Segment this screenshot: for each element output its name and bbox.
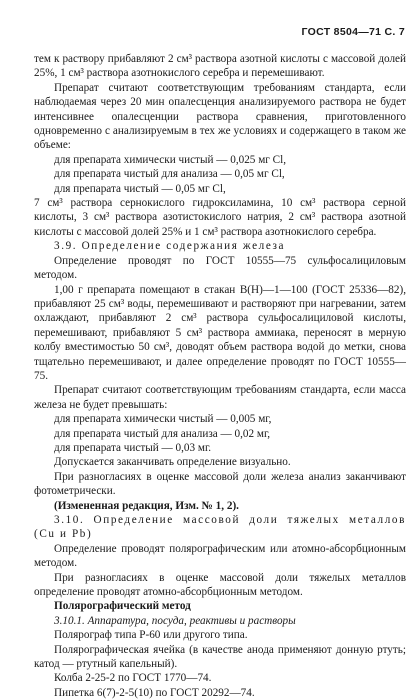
- paragraph: Колба 2-25-2 по ГОСТ 1770—74.: [54, 672, 212, 685]
- list-item: для препарата чистый — 0,03 мг.: [54, 441, 212, 454]
- paragraph: Препарат считают соответствующим требованиям стандарта, если наблюдаемая через 20 мин опалесценция анализируемого раствора не будет интенсивнее опалесценции раствора сравнения, приготовленного одновременно с анализируемым в тех же условиях и содержащего в таком же объеме:: [34, 81, 406, 152]
- list-item: для препарата химически чистый — 0,005 мг,: [54, 413, 272, 426]
- paragraph: При разногласиях в оценке массовой доли тяжелых металлов определение проводят атомно-абсорбционным методом.: [34, 571, 406, 599]
- section-heading: 3.9. Определение содержания железа: [54, 240, 286, 253]
- paragraph: 1,00 г препарата помещают в стакан В(Н)—1—100 (ГОСТ 25336—82), прибавляют 25 см³ воды, перемешивают и растворяют при нагревании, затем охлаждают, прибавляют 2 см³ раствора сульфосалициловой кислоты, перемешивают, прибавляют 5 см³ раствора аммиака, переносят в мерную колбу вместимостью 50 см³, доводят объем раствора водой до метки, снова тщательно перемешивают, и далее определение проводят по ГОСТ 10555—75.: [34, 283, 406, 382]
- paragraph: Допускается заканчивать определение визуально.: [54, 456, 291, 469]
- method-heading: Полярографический метод: [54, 600, 191, 613]
- list-item: для препарата чистый для анализа — 0,02 мг,: [54, 427, 271, 440]
- page-body: [34, 52, 406, 700]
- list-item: для препарата чистый для анализа — 0,05 мг Cl,: [54, 168, 285, 181]
- subsection-heading: 3.10.1. Аппаратура, посуда, реактивы и растворы: [54, 614, 296, 627]
- list-item: для препарата чистый — 0,05 мг Cl,: [54, 182, 226, 195]
- section-heading: 3.10. Определение массовой доли тяжелых металлов (Cu и Pb): [34, 514, 406, 541]
- paragraph: Определение проводят полярографическим или атомно-абсорбционным методом.: [34, 542, 406, 570]
- page-header: ГОСТ 8504—71 С. 7: [301, 26, 405, 38]
- paragraph: Полярографическая ячейка (в качестве анода применяют донную ртуть; катод — ртутный капельный).: [34, 643, 406, 671]
- amendment-note: (Измененная редакция, Изм. № 1, 2).: [54, 499, 239, 512]
- list-item: для препарата химически чистый — 0,025 мг Cl,: [54, 153, 287, 166]
- paragraph: Пипетка 6(7)-2-5(10) по ГОСТ 20292—74.: [54, 686, 255, 699]
- paragraph: При разногласиях в оценке массовой доли железа анализ заканчивают фотометрически.: [34, 470, 406, 498]
- paragraph: Определение проводят по ГОСТ 10555—75 сульфосалициловым методом.: [34, 254, 406, 282]
- paragraph: тем к раствору прибавляют 2 см³ раствора азотной кислоты с массовой долей 25%, 1 см³ раствора азотнокислого серебра и перемешивают.: [34, 53, 406, 80]
- paragraph: Полярограф типа Р-60 или другого типа.: [54, 629, 248, 642]
- paragraph: Препарат считают соответствующим требованиям стандарта, если масса железа не будет превышать:: [34, 384, 406, 411]
- paragraph: 7 см³ раствора сернокислого гидроксиламина, 10 см³ раствора серной кислоты, 3 см³ раствора азотистокислого натрия, 2 см³ раствора азотной кислоты с массовой долей 25% и 1 см³ раствора азотнокислого серебра.: [34, 197, 406, 238]
